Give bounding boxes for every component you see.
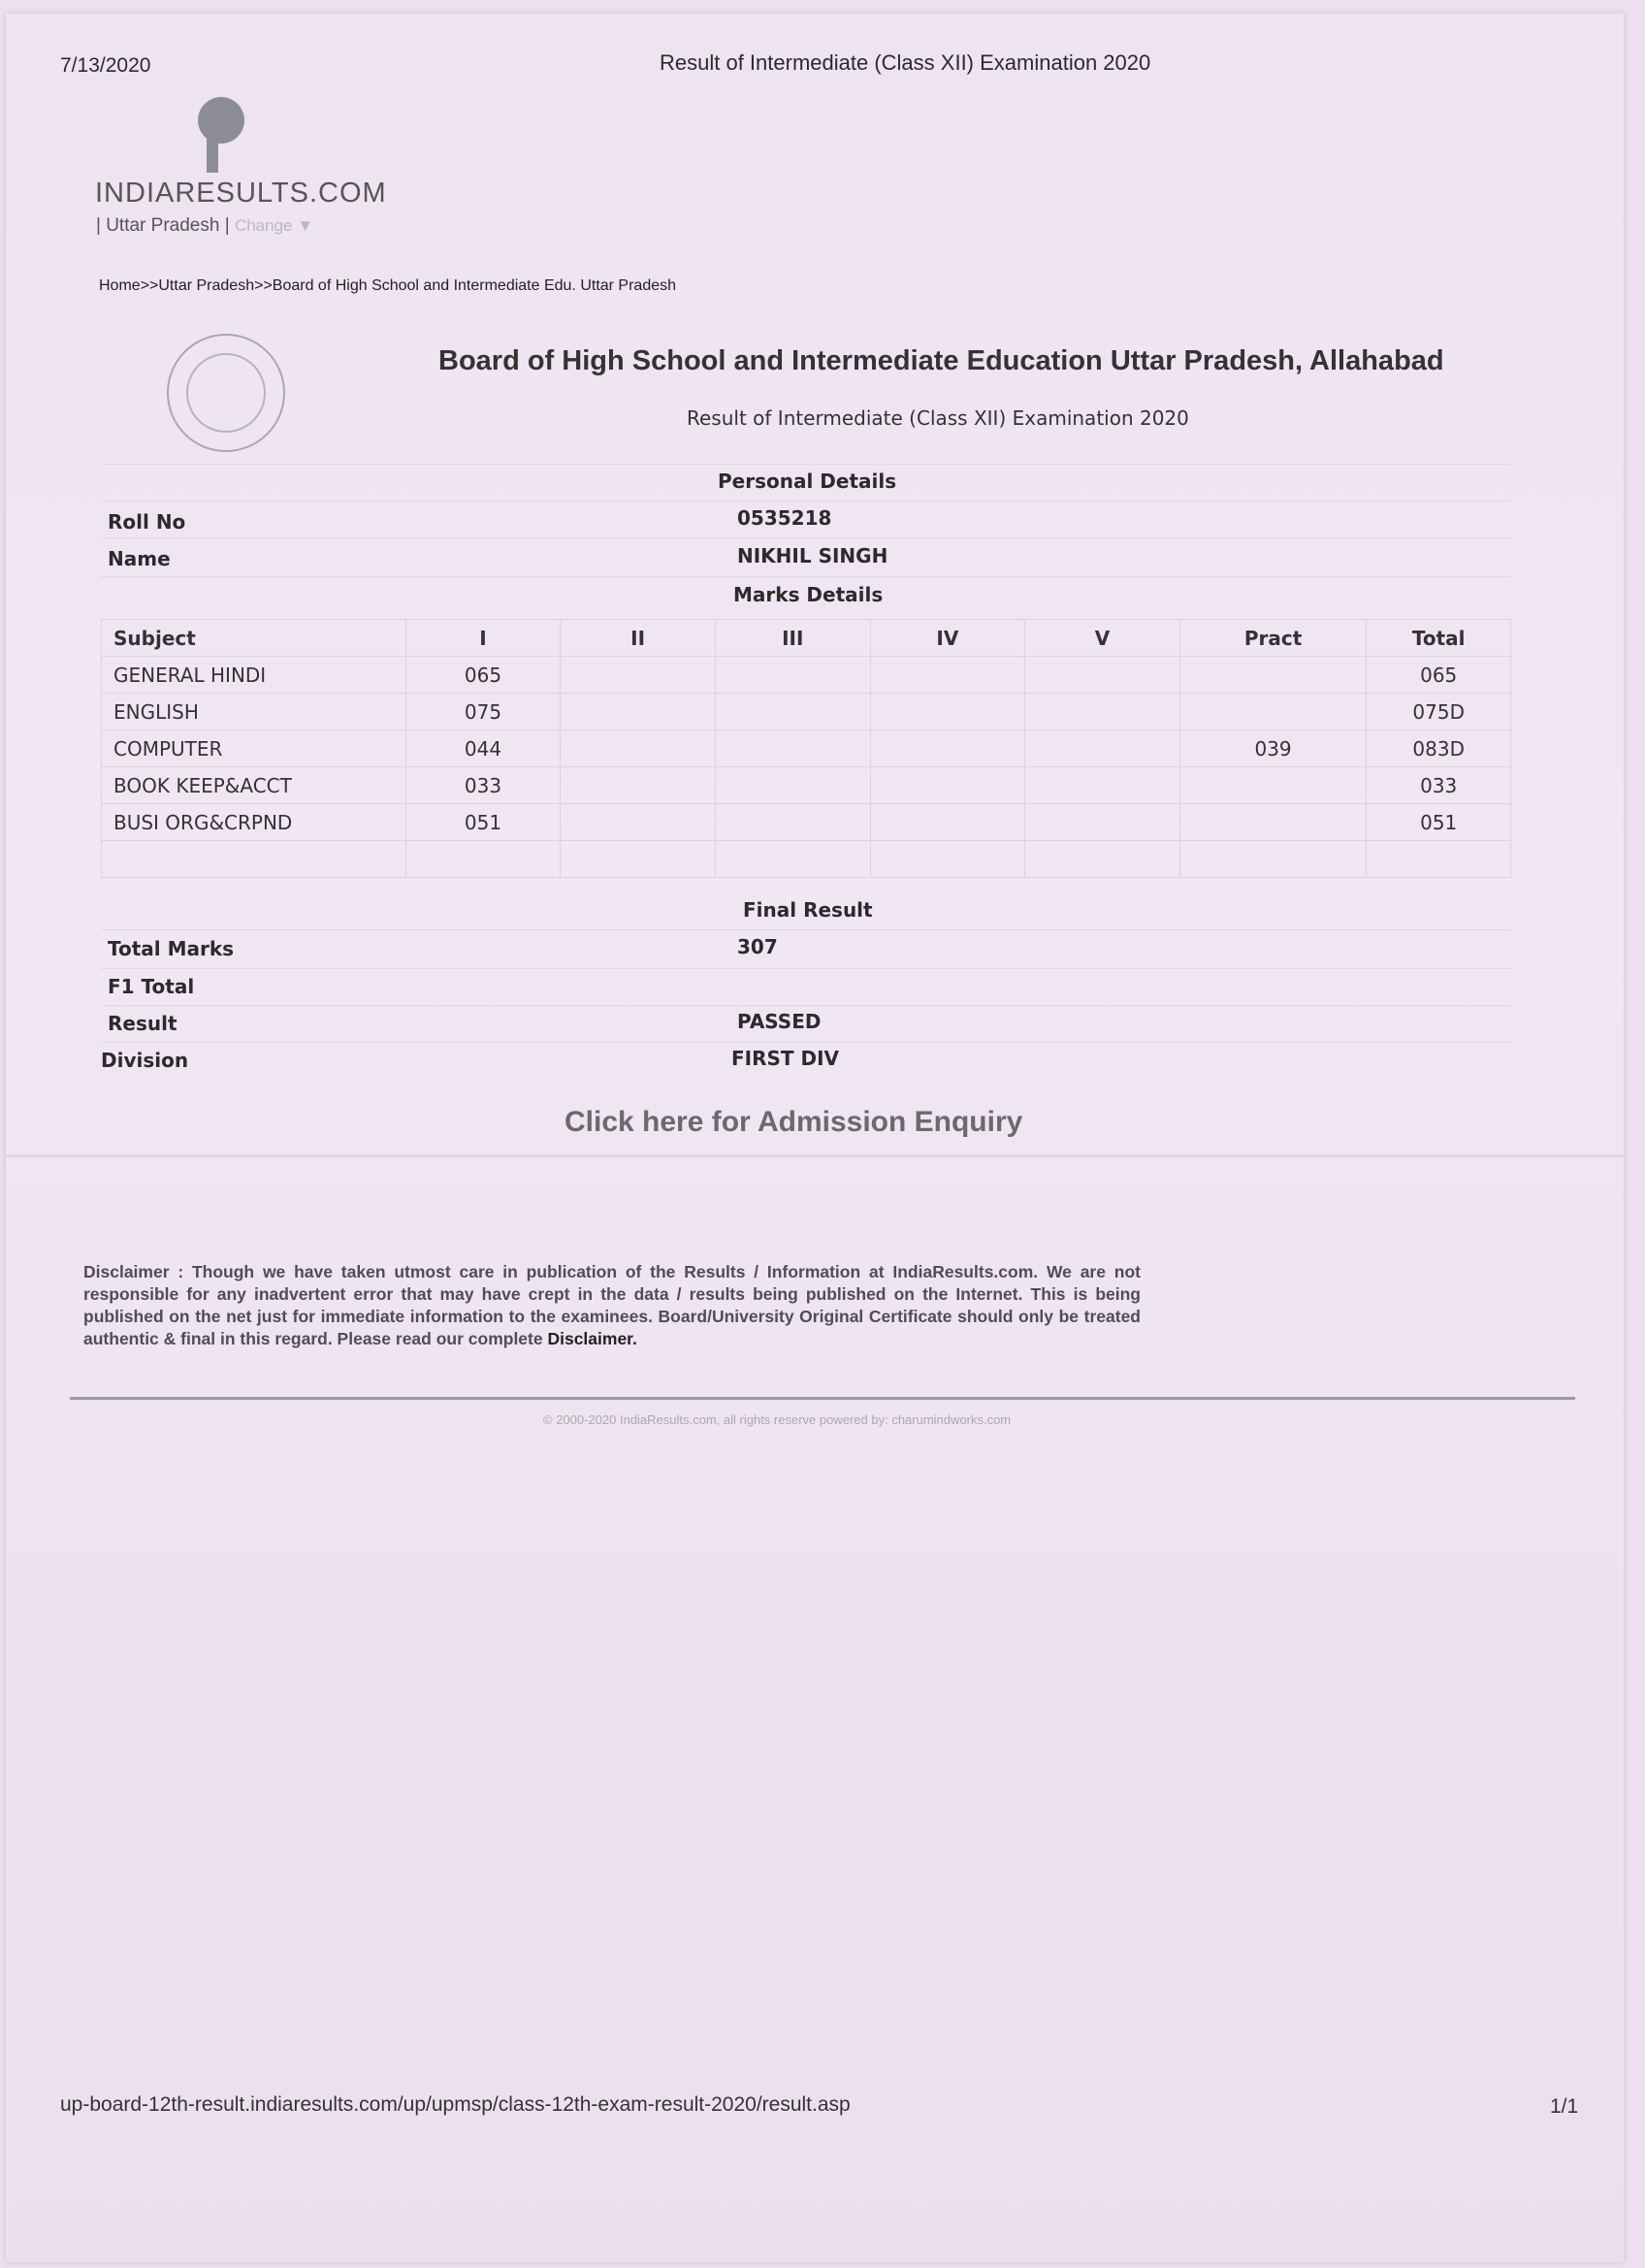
marks-cell: [1025, 657, 1180, 694]
marks-cell: [561, 767, 716, 804]
table-row: [102, 657, 1511, 694]
table-row: [102, 804, 1511, 841]
admission-enquiry-link[interactable]: Click here for Admission Enquiry: [564, 1106, 1023, 1138]
marks-cell: [561, 694, 716, 730]
change-state-link[interactable]: Change ▼: [234, 216, 314, 235]
divider: [101, 501, 1511, 502]
print-footer-url: up-board-12th-result.indiaresults.com/up/upmsp/class-12th-exam-result-2020/result.asp: [60, 2093, 851, 2116]
paper-fold: [6, 1154, 1624, 1157]
marks-cell: [715, 694, 870, 730]
copyright-text: © 2000-2020 IndiaResults.com, all rights reserve powered by: charumindworks.com: [543, 1412, 1012, 1427]
final-result-heading: Final Result: [743, 898, 873, 922]
total-cell: 083D: [1367, 730, 1511, 767]
marks-cell: [715, 657, 870, 694]
board-seal-icon: [167, 334, 285, 452]
divider: [101, 1005, 1511, 1006]
marks-cell: 075: [405, 694, 561, 730]
marks-cell: [715, 841, 870, 878]
marks-cell: 033: [405, 767, 561, 804]
marks-cell: [870, 694, 1025, 730]
breadcrumb-board[interactable]: Board of High School and Intermediate Edu. Uttar Pradesh: [272, 277, 677, 294]
name-value: NIKHIL SINGH: [737, 544, 888, 567]
marks-cell: [561, 804, 716, 841]
marks-cell: [1025, 841, 1180, 878]
state-selector: [96, 215, 313, 237]
marks-cell: [870, 841, 1025, 878]
total-cell: 075D: [1367, 694, 1511, 730]
pract-cell: [1179, 804, 1367, 841]
breadcrumb-separator: >>: [140, 277, 159, 294]
print-page-number: 1/1: [1550, 2095, 1579, 2118]
total-marks-value: 307: [737, 935, 778, 958]
result-value: PASSED: [737, 1010, 822, 1033]
divider: [101, 968, 1511, 969]
personal-details-heading: Personal Details: [718, 470, 897, 493]
divider: [101, 929, 1511, 930]
subject-cell: [102, 841, 406, 878]
disclaimer-text: Disclaimer : Though we have taken utmost care in publication of the Results / Information at IndiaResults.com. We are not responsible for any inadvertent error that may have crept in the data / results being published on the Internet. This is being published on the net just for immediate information to the examinees. Board/University Original Certificate should only be treated authentic & final in this regard. Please read our complete: [83, 1262, 1141, 1348]
roll-no-label: Roll No: [108, 510, 186, 534]
division-label: Division: [101, 1049, 189, 1072]
result-label: Result: [108, 1012, 177, 1035]
logo-stem-icon: [207, 136, 218, 173]
marks-cell: [870, 804, 1025, 841]
subject-cell: BOOK KEEP&ACCT: [102, 767, 406, 804]
marks-cell: [1025, 694, 1180, 730]
marks-cell: [715, 767, 870, 804]
print-title: Result of Intermediate (Class XII) Examination 2020: [660, 50, 1151, 75]
marks-cell: [870, 730, 1025, 767]
disclaimer-block: [83, 1261, 1141, 1350]
pract-cell: [1179, 841, 1367, 878]
column-header: III: [715, 620, 870, 657]
divider: [101, 576, 1511, 577]
pract-cell: [1179, 767, 1367, 804]
marks-cell: [1025, 804, 1180, 841]
table-header-row: [102, 620, 1511, 657]
pract-cell: 039: [1179, 730, 1367, 767]
total-cell: 065: [1367, 657, 1511, 694]
column-header: Subject: [102, 620, 406, 657]
total-marks-label: Total Marks: [108, 937, 235, 960]
marks-cell: [870, 657, 1025, 694]
marks-cell: [1025, 730, 1180, 767]
marks-cell: [1025, 767, 1180, 804]
name-label: Name: [108, 547, 171, 570]
column-header: V: [1025, 620, 1180, 657]
pract-cell: [1179, 694, 1367, 730]
logo-icon: [198, 97, 244, 144]
marks-details-heading: Marks Details: [733, 583, 884, 606]
divider: [101, 1042, 1511, 1043]
subject-cell: COMPUTER: [102, 730, 406, 767]
marks-cell: 051: [405, 804, 561, 841]
footer-rule: [70, 1397, 1575, 1400]
subject-cell: GENERAL HINDI: [102, 657, 406, 694]
breadcrumb-home[interactable]: Home: [99, 277, 141, 294]
board-title: Board of High School and Intermediate Education Uttar Pradesh, Allahabad: [438, 345, 1444, 376]
exam-subtitle: Result of Intermediate (Class XII) Examination 2020: [687, 406, 1189, 430]
breadcrumb-separator: >>: [254, 277, 273, 294]
site-logo-text[interactable]: INDIARESULTS.COM: [95, 178, 387, 209]
marks-cell: 044: [405, 730, 561, 767]
pract-cell: [1179, 657, 1367, 694]
marks-cell: [715, 804, 870, 841]
table-row: [102, 841, 1511, 878]
column-header: I: [405, 620, 561, 657]
total-cell: [1367, 841, 1511, 878]
marks-cell: [561, 841, 716, 878]
column-header: Total: [1367, 620, 1511, 657]
division-value: FIRST DIV: [731, 1047, 840, 1070]
divider: [101, 537, 1511, 538]
column-header: II: [561, 620, 716, 657]
marks-table: [101, 619, 1511, 878]
column-header: Pract: [1179, 620, 1367, 657]
table-row: [102, 767, 1511, 804]
marks-cell: [561, 730, 716, 767]
marks-cell: 065: [405, 657, 561, 694]
table-row: [102, 730, 1511, 767]
marks-cell: [561, 657, 716, 694]
marks-cell: [715, 730, 870, 767]
subject-cell: ENGLISH: [102, 694, 406, 730]
seal-inner-ring: [186, 353, 266, 433]
disclaimer-link[interactable]: Disclaimer.: [547, 1329, 637, 1348]
divider: [101, 464, 1511, 465]
roll-no-value: 0535218: [737, 506, 832, 530]
state-label: | Uttar Pradesh |: [96, 215, 230, 236]
breadcrumb: [99, 277, 676, 295]
total-cell: 033: [1367, 767, 1511, 804]
marks-cell: [405, 841, 561, 878]
total-cell: 051: [1367, 804, 1511, 841]
print-date: 7/13/2020: [60, 54, 151, 77]
breadcrumb-state[interactable]: Uttar Pradesh: [158, 277, 255, 294]
marks-cell: [870, 767, 1025, 804]
subject-cell: BUSI ORG&CRPND: [102, 804, 406, 841]
f1-total-label: F1 Total: [108, 975, 195, 998]
table-row: [102, 694, 1511, 730]
column-header: IV: [870, 620, 1025, 657]
